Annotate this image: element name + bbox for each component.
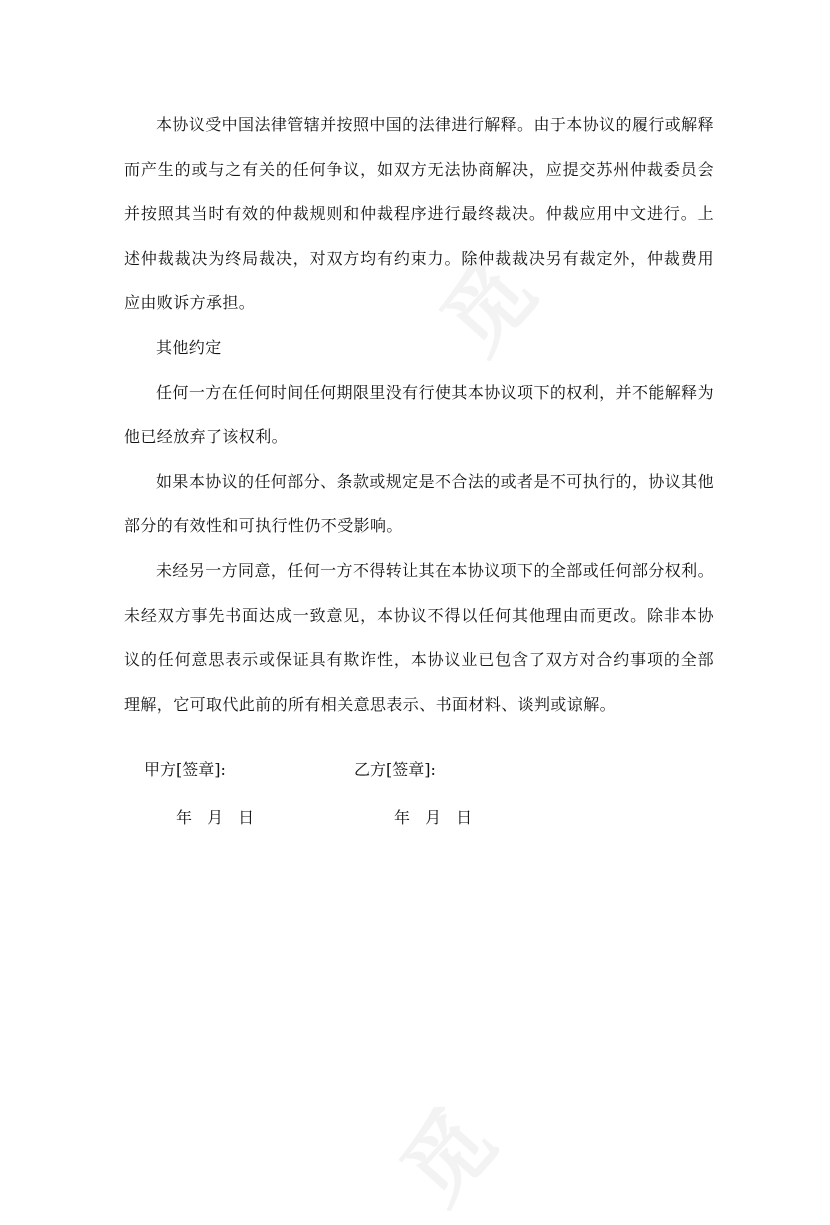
governing-law-paragraph: 本协议受中国法律管辖并按照中国的法律进行解释。由于本协议的履行或解释而产生的或与之有关的任何争议，如双方无法协商解决，应提交苏州仲裁委员会并按照其当时有效的仲裁规则和仲裁程序进行最终裁决。仲裁应用中文进行。上述仲裁裁决为终局裁决，对双方均有约束力。除仲裁裁决另有裁定外，仲裁费用应由败诉方承担。 xyxy=(124,115,714,313)
party-a-date: 年 月 日 xyxy=(176,808,255,827)
party-a-signature-label: 甲方[签章]: xyxy=(144,760,226,779)
party-b-signature-label: 乙方[签章]: xyxy=(354,760,436,779)
waiver-paragraph: 任何一方在任何时间任何期限里没有行使其本协议项下的权利，并不能解释为他已经放弃了该权利。 xyxy=(124,382,714,447)
agreement-body xyxy=(124,103,714,727)
other-terms-heading: 其他约定 xyxy=(156,337,222,357)
watermark-mark-bottom xyxy=(368,1079,518,1225)
severability-paragraph: 如果本协议的任何部分、条款或规定是不合法的或者是不可执行的，协议其他部分的有效性和可执行性仍不受影响。 xyxy=(124,471,714,536)
assignment-paragraph: 未经另一方同意，任何一方不得转让其在本协议项下的全部或任何部分权利。未经双方事先书面达成一致意见，本协议不得以任何其他理由而更改。除非本协议的任何意思表示或保证具有欺诈性，本协议业已包含了双方对合约事项的全部理解，它可取代此前的所有相关意思表示、书面材料、谈判或谅解。 xyxy=(124,560,714,714)
signature-block xyxy=(124,757,714,847)
party-b-date: 年 月 日 xyxy=(394,808,473,827)
